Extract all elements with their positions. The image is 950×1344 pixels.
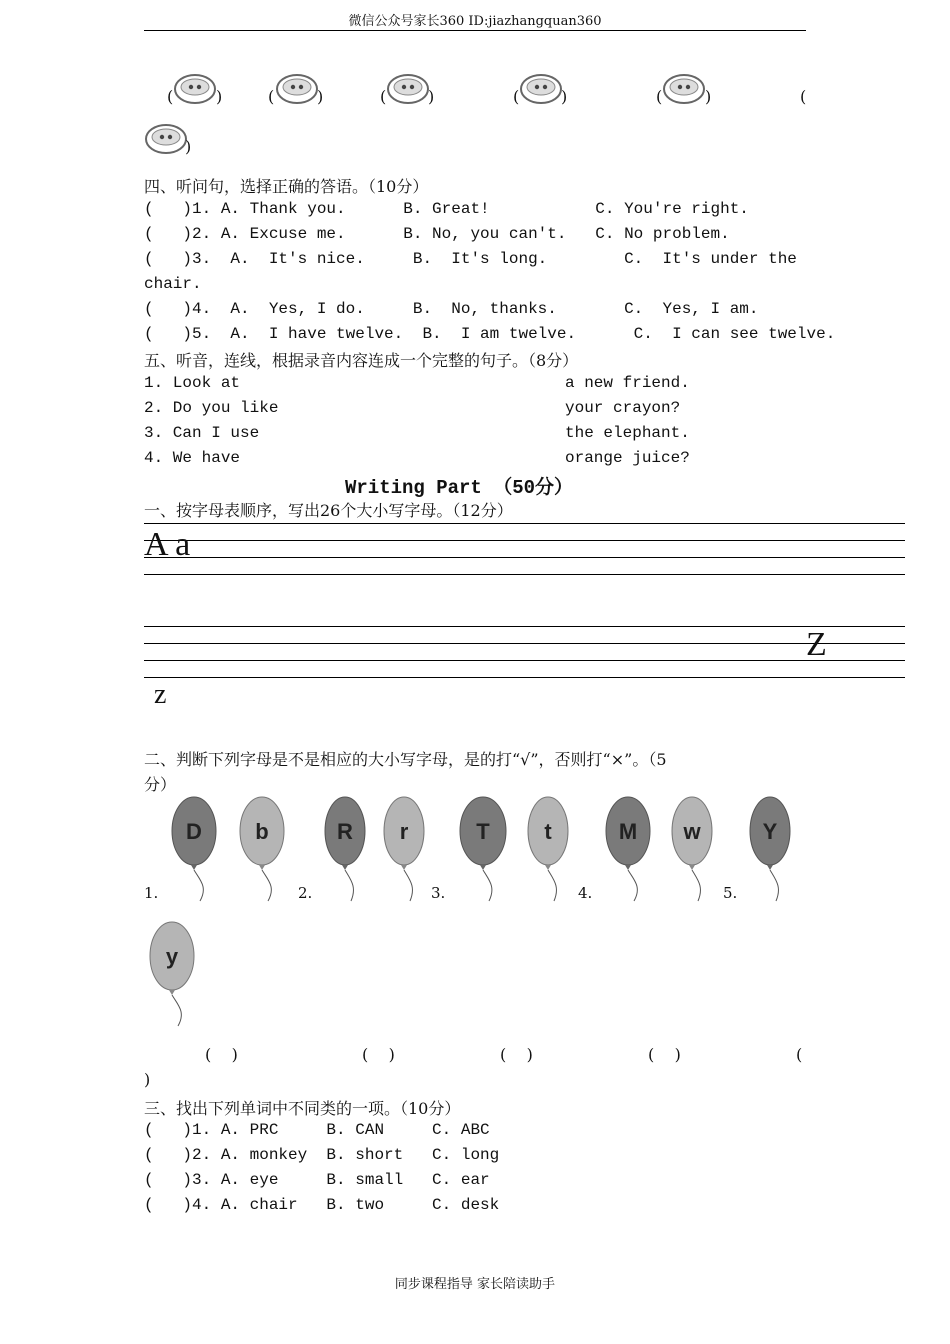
- page-footer: 同步课程指导 家长陪读助手: [394, 1277, 556, 1292]
- balloon-icon: [382, 795, 426, 903]
- match-left-item: 4. We have: [144, 449, 241, 467]
- answer-paren[interactable]: ( ): [205, 1045, 238, 1064]
- section4-title: 四、听问句，选择正确的答语。（10分）: [144, 177, 429, 196]
- balloon-icon: [238, 795, 286, 903]
- paren-close: ): [428, 87, 435, 106]
- balloon-letter: Y: [762, 819, 778, 844]
- paren-open: (: [268, 87, 275, 106]
- paren-close: ): [561, 87, 568, 106]
- q2-title-line2: 分）: [144, 775, 177, 794]
- writing-line: [144, 523, 905, 524]
- match-right-item: the elephant.: [565, 424, 690, 442]
- q3-row: ( )1. A. PRC B. CAN C. ABC: [144, 1121, 490, 1139]
- paren-close: ): [216, 87, 223, 106]
- section5-title: 五、听音，连线，根据录音内容连成一个完整的句子。（8分）: [144, 351, 579, 370]
- answer-paren[interactable]: ( ): [362, 1045, 395, 1064]
- page-header: 微信公众号家长360 ID:jiazhangquan360: [348, 14, 602, 29]
- balloon-letter: t: [544, 819, 552, 844]
- face-icon: [274, 72, 320, 106]
- balloon-letter: b: [255, 819, 269, 844]
- item-number: 1.: [144, 884, 159, 902]
- section4-row: ( )5. A. I have twelve. B. I am twelve. C. I can see twelve.: [144, 325, 836, 343]
- writing-line: [144, 626, 905, 627]
- answer-paren[interactable]: ( ): [500, 1045, 533, 1064]
- writing-line: [144, 660, 905, 661]
- match-left-item: 2. Do you like: [144, 399, 279, 417]
- balloon-letter: R: [337, 819, 353, 844]
- writing-line: [144, 677, 905, 678]
- paren-close: ): [705, 87, 712, 106]
- paren-open: (: [800, 87, 807, 106]
- section4-row: ( )4. A. Yes, I do. B. No, thanks. C. Yes, I am.: [144, 300, 759, 318]
- paren-open: (: [656, 87, 663, 106]
- balloon-icon: [458, 795, 508, 903]
- face-icon: [172, 72, 218, 106]
- item-number: 5.: [723, 884, 738, 902]
- match-left-item: 3. Can I use: [144, 424, 260, 442]
- paren-open: (: [380, 87, 387, 106]
- end-upper-letter: Z: [806, 626, 827, 663]
- answer-paren[interactable]: ( ): [648, 1045, 681, 1064]
- paren-close: ): [317, 87, 324, 106]
- section4-row: ( )1. A. Thank you. B. Great! C. You're right.: [144, 200, 749, 218]
- writing-line: [144, 540, 905, 541]
- balloon-letter: y: [165, 944, 179, 969]
- writing-part-title: Writing Part （50分）: [345, 477, 574, 499]
- section4-row: ( )3. A. It's nice. B. It's long. C. It's under the: [144, 250, 797, 268]
- match-right-item: orange juice?: [565, 449, 690, 467]
- start-letters: A a: [144, 526, 191, 563]
- end-lower-letter: z: [154, 679, 167, 710]
- balloon-icon: [526, 795, 570, 903]
- balloon-icon: [148, 920, 196, 1028]
- paren-open: (: [513, 87, 520, 106]
- item-number: 4.: [578, 884, 593, 902]
- face-icon: [143, 122, 192, 156]
- writing-line: [144, 557, 905, 558]
- balloon-letter: r: [399, 819, 409, 844]
- q3-row: ( )4. A. chair B. two C. desk: [144, 1196, 500, 1214]
- balloon-letter: M: [618, 819, 638, 844]
- section4-row: ( )2. A. Excuse me. B. No, you can't. C. No problem.: [144, 225, 730, 243]
- face-icon: [518, 72, 564, 106]
- balloon-icon: [170, 795, 218, 903]
- balloon-letter: T: [476, 819, 490, 844]
- balloon-icon: [748, 795, 792, 903]
- paren-close: ): [185, 137, 192, 156]
- q3-row: ( )2. A. monkey B. short C. long: [144, 1146, 500, 1164]
- q3-title: 三、找出下列单词中不同类的一项。（10分）: [144, 1099, 461, 1118]
- balloon-letter: w: [683, 819, 701, 844]
- balloon-icon: [670, 795, 714, 903]
- match-left-item: 1. Look at: [144, 374, 241, 392]
- answer-paren-close: ): [144, 1070, 151, 1089]
- face-icon: [661, 72, 707, 106]
- face-icon: [385, 72, 431, 106]
- q1-title: 一、按字母表顺序，写出26个大小写字母。（12分）: [144, 501, 513, 520]
- balloon-icon: [323, 795, 367, 903]
- balloon-letter: D: [186, 819, 202, 844]
- writing-line: [144, 643, 905, 644]
- item-number: 2.: [298, 884, 313, 902]
- match-right-item: your crayon?: [565, 399, 681, 417]
- balloon-icon: [604, 795, 652, 903]
- writing-line: [144, 574, 905, 575]
- header-rule: [144, 30, 806, 31]
- paren-open: (: [167, 87, 174, 106]
- answer-paren-open[interactable]: (: [796, 1045, 803, 1064]
- q3-row: ( )3. A. eye B. small C. ear: [144, 1171, 490, 1189]
- item-number: 3.: [431, 884, 446, 902]
- match-right-item: a new friend.: [565, 374, 690, 392]
- q2-title-line1: 二、判断下列字母是不是相应的大小写字母，是的打“√”，否则打“×”。（5: [144, 750, 667, 769]
- section4-row: chair.: [144, 275, 202, 293]
